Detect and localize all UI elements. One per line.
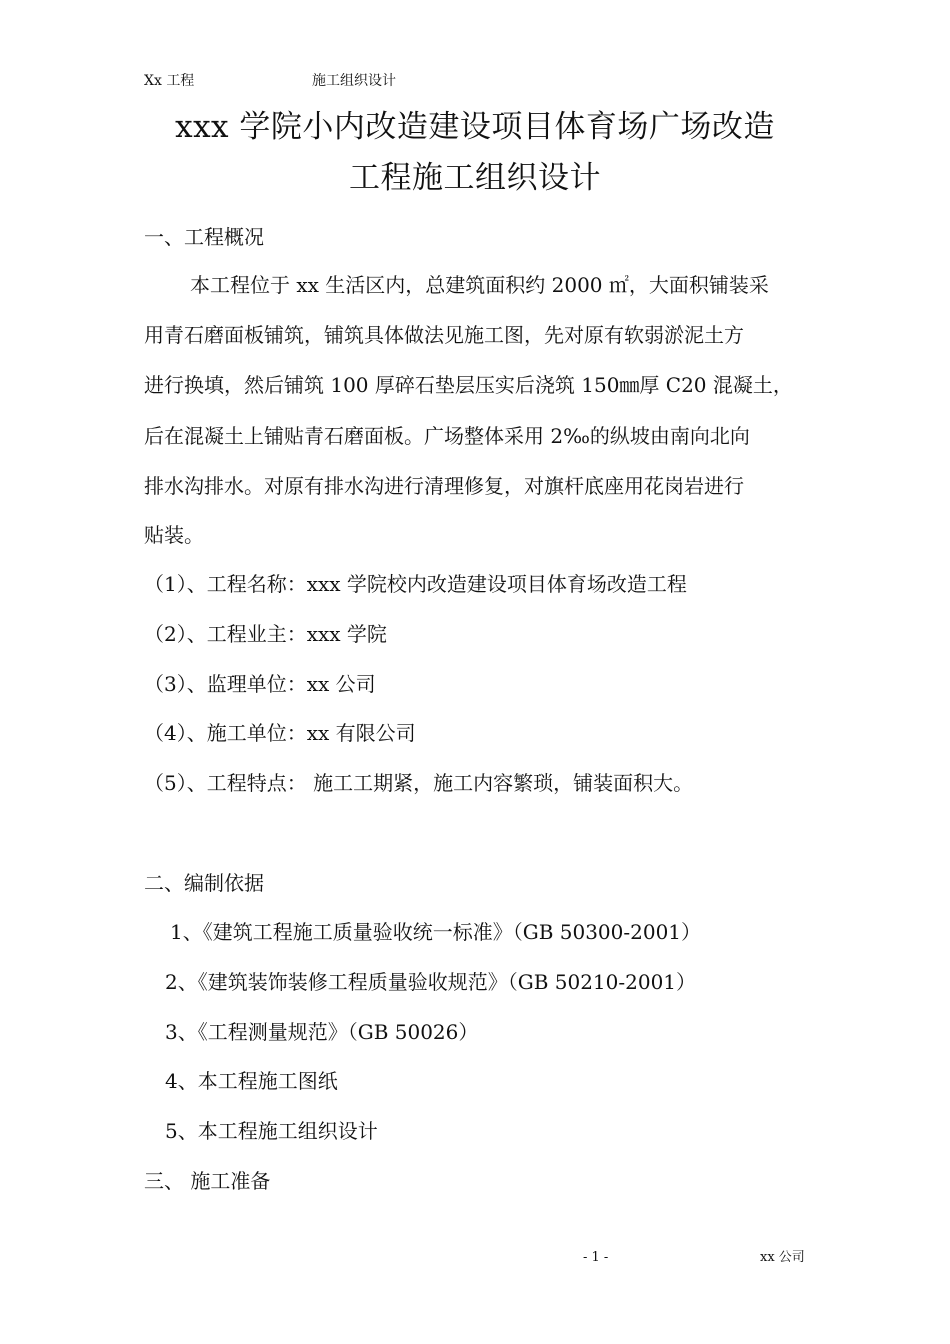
section-heading-basis: 二、编制依据	[144, 871, 264, 895]
project-info-item: （4）、施工单位：xx 有限公司	[144, 721, 416, 745]
project-info-item: （3）、监理单位：xx 公司	[144, 672, 376, 696]
project-info-item: （5）、工程特点： 施工工期紧，施工内容繁琐，铺装面积大。	[144, 771, 694, 795]
section-heading-overview: 一、工程概况	[144, 225, 264, 249]
overview-paragraph-line-2: 用青石磨面板铺筑，铺筑具体做法见施工图，先对原有软弱淤泥土方	[144, 323, 744, 347]
overview-paragraph-line-3: 进行换填，然后铺筑 100 厚碎石垫层压实后浇筑 150㎜厚 C20 混凝土，	[144, 373, 793, 397]
header-project-name: Xx 工程	[144, 73, 195, 89]
basis-list-item: 2、《建筑装饰装修工程质量验收规范》（GB 50210-2001）	[165, 970, 697, 994]
basis-list-item: 5、本工程施工组织设计	[165, 1119, 378, 1143]
page-number: - 1 -	[583, 1250, 609, 1265]
page-header	[144, 70, 804, 92]
section-heading-preparation: 三、 施工准备	[144, 1169, 271, 1193]
document-title-line-1: xxx 学院小内改造建设项目体育场广场改造	[175, 109, 775, 145]
overview-paragraph-line-6: 贴装。	[144, 523, 204, 547]
project-info-item: （2）、工程业主：xxx 学院	[144, 622, 387, 646]
footer-company: xx 公司	[760, 1250, 805, 1265]
overview-paragraph-line-5: 排水沟排水。对原有排水沟进行清理修复，对旗杆底座用花岗岩进行	[144, 474, 744, 498]
overview-paragraph-line-1: 本工程位于 xx 生活区内，总建筑面积约 2000 ㎡，大面积铺装采	[190, 273, 769, 297]
project-info-item: （1）、工程名称：xxx 学院校内改造建设项目体育场改造工程	[144, 572, 687, 596]
basis-list-item: 1、《建筑工程施工质量验收统一标准》（GB 50300-2001）	[170, 920, 702, 944]
overview-paragraph-line-4: 后在混凝土上铺贴青石磨面板。广场整体采用 2‰的纵坡由南向北向	[144, 424, 750, 448]
basis-list-item: 3、《工程测量规范》（GB 50026）	[165, 1020, 479, 1044]
basis-list-item: 4、本工程施工图纸	[165, 1069, 338, 1093]
document-title-line-2: 工程施工组织设计	[349, 160, 601, 196]
header-document-type: 施工组织设计	[312, 73, 396, 89]
